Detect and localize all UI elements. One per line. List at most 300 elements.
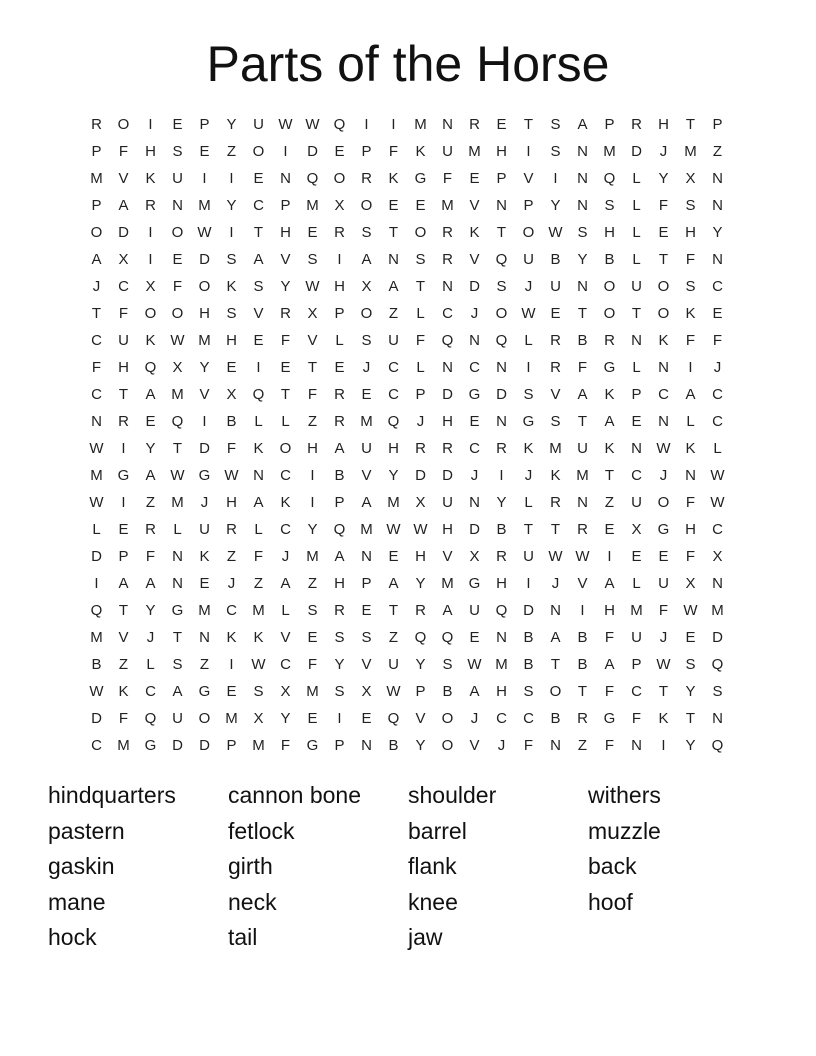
grid-letter: A: [145, 575, 156, 592]
grid-letter: V: [118, 629, 129, 646]
word-list-item: pastern: [48, 817, 125, 844]
word-list-item: hindquarters: [48, 782, 176, 808]
grid-letter: S: [334, 629, 345, 646]
grid-letter: C: [523, 710, 534, 727]
grid-letter: L: [254, 413, 263, 430]
grid-letter: Y: [712, 224, 723, 241]
grid-letter: S: [334, 683, 345, 700]
grid-letter: S: [550, 143, 561, 160]
grid-letter: W: [521, 305, 536, 322]
grid-letter: C: [712, 278, 723, 295]
grid-letter: V: [280, 251, 291, 268]
grid-letter: F: [712, 332, 723, 349]
grid-letter: N: [550, 737, 561, 754]
grid-letter: U: [388, 332, 399, 349]
grid-letter: E: [550, 305, 561, 322]
grid-letter: S: [685, 197, 696, 214]
grid-letter: U: [469, 602, 480, 619]
grid-letter: F: [118, 305, 129, 322]
grid-letter: X: [253, 710, 264, 727]
grid-letter: A: [253, 251, 264, 268]
grid-letter: E: [226, 683, 237, 700]
grid-letter: S: [226, 251, 237, 268]
grid-letter: M: [90, 629, 103, 646]
word-list-item: gaskin: [48, 853, 115, 879]
grid-letter: V: [253, 305, 264, 322]
grid-letter: F: [118, 710, 129, 727]
grid-letter: C: [712, 413, 723, 430]
grid-letter: R: [334, 224, 345, 241]
grid-letter: F: [226, 440, 237, 457]
word-list-item: fetlock: [228, 817, 295, 844]
grid-letter: B: [334, 467, 345, 484]
grid-letter: N: [577, 494, 588, 511]
grid-letter: T: [388, 224, 399, 241]
grid-letter: Y: [145, 602, 156, 619]
grid-letter: V: [307, 332, 318, 349]
grid-letter: I: [607, 548, 612, 565]
grid-letter: Q: [495, 251, 508, 268]
grid-letter: A: [361, 251, 372, 268]
grid-letter: P: [334, 305, 345, 322]
grid-letter: G: [468, 575, 481, 592]
word-list-item: hoof: [588, 888, 633, 915]
grid-letter: U: [523, 251, 534, 268]
grid-letter: I: [148, 251, 153, 268]
grid-letter: L: [632, 359, 641, 376]
grid-letter: F: [523, 737, 534, 754]
grid-letter: A: [604, 413, 615, 430]
grid-letter: D: [469, 278, 480, 295]
grid-letter: I: [661, 737, 666, 754]
grid-letter: Q: [333, 116, 346, 133]
grid-letter: Y: [658, 170, 669, 187]
grid-letter: M: [171, 494, 184, 511]
grid-letter: K: [388, 170, 399, 187]
grid-letter: M: [117, 737, 130, 754]
grid-letter: U: [631, 629, 642, 646]
grid-letter: S: [361, 224, 372, 241]
grid-letter: E: [658, 548, 669, 565]
grid-letter: W: [548, 224, 563, 241]
grid-letter: H: [388, 440, 399, 457]
grid-letter: Y: [550, 197, 561, 214]
grid-letter: Y: [199, 359, 210, 376]
word-list-item: flank: [408, 853, 457, 879]
grid-letter: K: [604, 386, 615, 403]
grid-letter: T: [523, 116, 534, 133]
grid-letter: L: [173, 521, 182, 538]
grid-letter: W: [170, 332, 185, 349]
grid-letter: T: [415, 278, 426, 295]
grid-letter: P: [415, 386, 426, 403]
grid-letter: O: [657, 278, 670, 295]
grid-letter: O: [441, 710, 454, 727]
grid-letter: G: [144, 737, 157, 754]
grid-letter: R: [604, 332, 615, 349]
grid-letter: K: [118, 683, 129, 700]
grid-letter: C: [226, 602, 237, 619]
grid-letter: S: [172, 143, 183, 160]
grid-letter: R: [550, 332, 561, 349]
grid-letter: B: [577, 656, 588, 673]
grid-letter: R: [145, 197, 156, 214]
grid-letter: S: [685, 278, 696, 295]
grid-letter: W: [710, 494, 725, 511]
grid-letter: O: [549, 683, 562, 700]
grid-letter: M: [198, 602, 211, 619]
grid-letter: U: [388, 656, 399, 673]
grid-letter: Z: [307, 575, 318, 592]
grid-letter: L: [686, 413, 695, 430]
grid-letter: H: [415, 548, 426, 565]
grid-letter: T: [172, 440, 183, 457]
grid-letter: P: [91, 197, 102, 214]
grid-letter: Q: [333, 521, 346, 538]
grid-letter: J: [524, 278, 533, 295]
grid-letter: Y: [226, 197, 237, 214]
grid-letter: G: [198, 683, 211, 700]
grid-letter: T: [523, 521, 534, 538]
grid-letter: T: [496, 224, 507, 241]
grid-letter: G: [198, 467, 211, 484]
grid-letter: I: [499, 467, 504, 484]
grid-letter: T: [388, 602, 399, 619]
page-title: Parts of the Horse: [206, 36, 610, 92]
grid-letter: J: [470, 305, 479, 322]
grid-letter: R: [361, 170, 372, 187]
grid-letter: D: [631, 143, 642, 160]
grid-letter: N: [388, 251, 399, 268]
grid-letter: Z: [604, 494, 615, 511]
grid-letter: K: [658, 710, 669, 727]
grid-letter: H: [604, 602, 615, 619]
grid-letter: P: [496, 170, 507, 187]
grid-letter: Q: [90, 602, 103, 619]
grid-letter: X: [469, 548, 480, 565]
grid-letter: C: [91, 332, 102, 349]
grid-letter: N: [685, 467, 696, 484]
grid-letter: E: [604, 521, 615, 538]
grid-letter: I: [526, 143, 531, 160]
grid-letter: O: [657, 494, 670, 511]
grid-letter: D: [172, 737, 183, 754]
grid-letter: Q: [495, 332, 508, 349]
grid-letter: I: [148, 224, 153, 241]
grid-letter: B: [577, 629, 588, 646]
word-list-item: girth: [228, 853, 273, 879]
grid-letter: E: [631, 413, 642, 430]
grid-letter: S: [253, 278, 264, 295]
grid-letter: I: [553, 170, 558, 187]
word-list-item: jaw: [408, 924, 443, 950]
grid-letter: D: [712, 629, 723, 646]
grid-letter: S: [523, 386, 534, 403]
grid-letter: Q: [711, 656, 724, 673]
grid-letter: X: [172, 359, 183, 376]
grid-letter: D: [415, 467, 426, 484]
grid-letter: E: [334, 359, 345, 376]
grid-letter: F: [577, 359, 588, 376]
grid-letter: N: [361, 548, 372, 565]
grid-letter: B: [442, 683, 453, 700]
grid-letter: T: [253, 224, 264, 241]
grid-letter: B: [523, 656, 534, 673]
grid-letter: B: [226, 413, 237, 430]
grid-letter: R: [280, 305, 291, 322]
grid-letter: J: [551, 575, 560, 592]
grid-letter: L: [632, 575, 641, 592]
grid-letter: Z: [226, 548, 237, 565]
grid-letter: N: [712, 575, 723, 592]
grid-letter: V: [199, 386, 210, 403]
letter-grid: [83, 111, 731, 759]
grid-letter: A: [361, 494, 372, 511]
grid-letter: A: [172, 683, 183, 700]
grid-letter: G: [603, 710, 616, 727]
grid-letter: F: [253, 548, 264, 565]
grid-letter: S: [685, 656, 696, 673]
grid-letter: W: [305, 116, 320, 133]
grid-letter: K: [226, 278, 237, 295]
grid-letter: T: [550, 521, 561, 538]
grid-letter: N: [496, 413, 507, 430]
grid-letter: R: [226, 521, 237, 538]
word-list-item: back: [588, 853, 637, 879]
grid-letter: N: [442, 359, 453, 376]
grid-letter: V: [577, 575, 588, 592]
grid-letter: W: [386, 683, 401, 700]
grid-letter: J: [713, 359, 722, 376]
grid-letter: O: [441, 737, 454, 754]
grid-letter: G: [603, 359, 616, 376]
grid-letter: L: [281, 413, 290, 430]
grid-letter: K: [253, 629, 264, 646]
grid-letter: E: [361, 386, 372, 403]
grid-letter: L: [281, 602, 290, 619]
grid-letter: F: [172, 278, 183, 295]
grid-letter: O: [603, 305, 616, 322]
grid-letter: Q: [711, 737, 724, 754]
grid-letter: W: [656, 440, 671, 457]
grid-letter: N: [253, 467, 264, 484]
grid-letter: D: [442, 467, 453, 484]
grid-letter: C: [496, 710, 507, 727]
grid-letter: H: [280, 224, 291, 241]
grid-letter: W: [548, 548, 563, 565]
grid-letter: Z: [199, 656, 210, 673]
grid-letter: R: [442, 251, 453, 268]
grid-letter: F: [685, 332, 696, 349]
grid-letter: O: [171, 224, 184, 241]
grid-letter: E: [118, 521, 129, 538]
grid-letter: O: [144, 305, 157, 322]
grid-letter: N: [577, 197, 588, 214]
grid-letter: E: [253, 170, 264, 187]
grid-letter: J: [470, 710, 479, 727]
grid-letter: M: [414, 116, 427, 133]
grid-letter: H: [226, 494, 237, 511]
grid-letter: A: [280, 575, 291, 592]
grid-letter: O: [117, 116, 130, 133]
grid-letter: H: [658, 116, 669, 133]
grid-letter: C: [280, 467, 291, 484]
grid-letter: M: [225, 710, 238, 727]
grid-letter: T: [172, 629, 183, 646]
grid-letter: U: [631, 494, 642, 511]
grid-letter: O: [171, 305, 184, 322]
grid-letter: N: [172, 575, 183, 592]
grid-letter: C: [388, 386, 399, 403]
grid-letter: Z: [118, 656, 129, 673]
grid-letter: T: [280, 386, 291, 403]
grid-letter: X: [280, 683, 291, 700]
grid-letter: F: [307, 656, 318, 673]
grid-letter: C: [388, 359, 399, 376]
grid-letter: M: [90, 170, 103, 187]
grid-letter: J: [659, 143, 668, 160]
grid-letter: Y: [685, 683, 696, 700]
grid-letter: E: [361, 602, 372, 619]
grid-letter: V: [361, 467, 372, 484]
grid-letter: A: [442, 602, 453, 619]
grid-letter: U: [550, 278, 561, 295]
grid-letter: S: [550, 413, 561, 430]
grid-letter: Z: [145, 494, 156, 511]
grid-letter: F: [145, 548, 156, 565]
grid-letter: Z: [577, 737, 588, 754]
grid-letter: B: [91, 656, 102, 673]
grid-letter: D: [307, 143, 318, 160]
grid-letter: K: [199, 548, 210, 565]
grid-letter: C: [91, 737, 102, 754]
grid-letter: S: [361, 629, 372, 646]
grid-letter: J: [470, 467, 479, 484]
grid-letter: S: [172, 656, 183, 673]
grid-letter: E: [199, 575, 210, 592]
grid-letter: R: [469, 116, 480, 133]
grid-letter: A: [145, 386, 156, 403]
grid-letter: T: [577, 413, 588, 430]
grid-letter: L: [632, 170, 641, 187]
grid-letter: U: [172, 710, 183, 727]
word-list-item: muzzle: [588, 817, 661, 844]
grid-letter: U: [118, 332, 129, 349]
grid-letter: R: [550, 494, 561, 511]
grid-letter: T: [118, 602, 129, 619]
grid-letter: M: [360, 521, 373, 538]
word-list-item: withers: [588, 782, 661, 808]
grid-letter: N: [712, 710, 723, 727]
grid-letter: H: [199, 305, 210, 322]
grid-letter: H: [604, 224, 615, 241]
grid-letter: I: [310, 494, 315, 511]
grid-letter: Z: [253, 575, 264, 592]
grid-letter: I: [202, 170, 207, 187]
grid-letter: T: [307, 359, 318, 376]
grid-letter: M: [684, 143, 697, 160]
grid-letter: N: [712, 251, 723, 268]
grid-letter: E: [280, 359, 291, 376]
grid-letter: Y: [280, 278, 291, 295]
grid-letter: S: [577, 224, 588, 241]
grid-letter: P: [361, 575, 372, 592]
grid-letter: E: [658, 224, 669, 241]
grid-letter: E: [199, 143, 210, 160]
grid-letter: V: [469, 197, 480, 214]
grid-letter: P: [334, 494, 345, 511]
grid-letter: Q: [414, 629, 427, 646]
grid-letter: M: [198, 332, 211, 349]
grid-letter: Q: [171, 413, 184, 430]
grid-letter: E: [172, 251, 183, 268]
grid-letter: C: [253, 197, 264, 214]
grid-letter: U: [631, 278, 642, 295]
grid-letter: K: [685, 440, 696, 457]
grid-letter: M: [171, 386, 184, 403]
grid-letter: G: [306, 737, 319, 754]
grid-letter: M: [252, 602, 265, 619]
grid-letter: X: [334, 197, 345, 214]
grid-letter: J: [659, 629, 668, 646]
grid-letter: I: [283, 143, 288, 160]
grid-letter: C: [712, 386, 723, 403]
grid-letter: I: [364, 116, 369, 133]
grid-letter: X: [685, 575, 696, 592]
grid-letter: Z: [226, 143, 237, 160]
grid-letter: O: [603, 278, 616, 295]
grid-letter: T: [91, 305, 102, 322]
grid-letter: A: [388, 278, 399, 295]
grid-letter: P: [280, 197, 291, 214]
grid-letter: E: [685, 629, 696, 646]
grid-letter: Z: [712, 143, 723, 160]
grid-letter: R: [415, 440, 426, 457]
grid-letter: R: [145, 521, 156, 538]
grid-letter: R: [550, 359, 561, 376]
grid-letter: S: [550, 116, 561, 133]
grid-letter: Q: [252, 386, 265, 403]
grid-letter: E: [388, 197, 399, 214]
grid-letter: M: [711, 602, 724, 619]
grid-letter: R: [118, 413, 129, 430]
grid-letter: H: [496, 143, 507, 160]
grid-letter: N: [442, 278, 453, 295]
grid-letter: W: [710, 467, 725, 484]
grid-letter: M: [306, 197, 319, 214]
grid-letter: U: [253, 116, 264, 133]
grid-letter: O: [522, 224, 535, 241]
grid-letter: B: [496, 521, 507, 538]
grid-letter: I: [337, 710, 342, 727]
grid-letter: L: [713, 440, 722, 457]
grid-letter: D: [496, 386, 507, 403]
grid-letter: R: [334, 413, 345, 430]
grid-letter: C: [631, 467, 642, 484]
grid-letter: F: [631, 710, 642, 727]
grid-letter: H: [685, 521, 696, 538]
grid-letter: J: [659, 467, 668, 484]
grid-letter: F: [604, 683, 615, 700]
grid-letter: Y: [415, 575, 426, 592]
grid-letter: P: [523, 197, 534, 214]
grid-letter: C: [469, 440, 480, 457]
grid-letter: N: [550, 602, 561, 619]
grid-letter: O: [414, 224, 427, 241]
grid-letter: T: [631, 305, 642, 322]
grid-letter: S: [523, 683, 534, 700]
grid-letter: F: [388, 143, 399, 160]
